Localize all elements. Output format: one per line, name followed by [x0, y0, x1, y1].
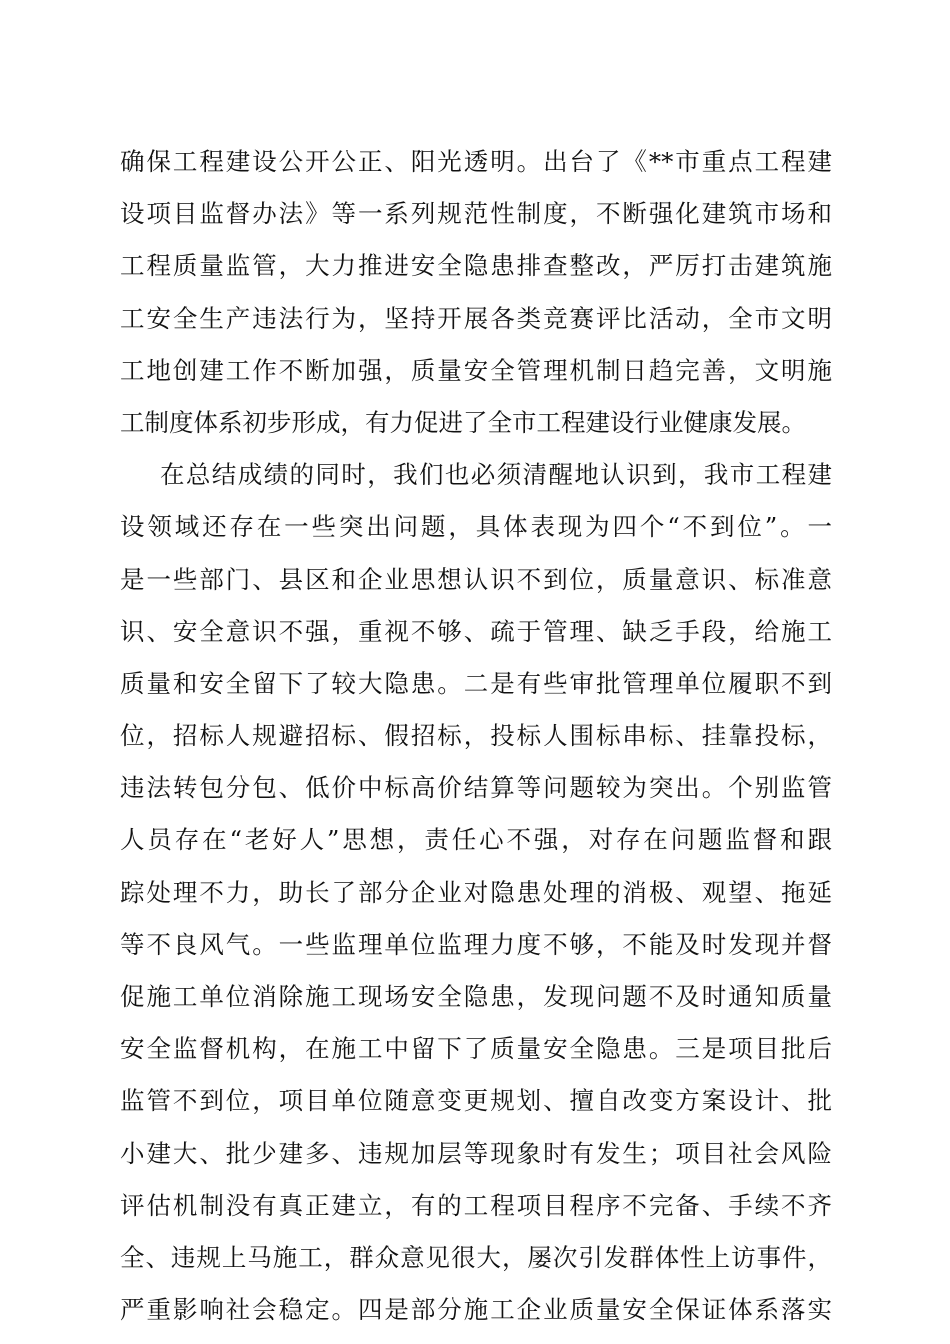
- document-body: [120, 136, 832, 1336]
- text-line: 促施工单位消除施工现场安全隐患，发现问题不及时通知质量: [120, 982, 832, 1011]
- text-line: 安全监督机构，在施工中留下了质量安全隐患。三是项目批后: [120, 1034, 832, 1064]
- text-line: 质量和安全留下了较大隐患。二是有些审批管理单位履职不到: [120, 668, 832, 698]
- text-line: 小建大、批少建多、违规加层等现象时有发生；项目社会风险: [120, 1138, 832, 1168]
- text-line: 设领域还存在一些突出问题，具体表现为四个“不到位”。一: [120, 512, 832, 542]
- text-line: 工地创建工作不断加强，质量安全管理机制日趋完善，文明施: [120, 355, 832, 385]
- text-line: 设项目监督办法》等一系列规范性制度，不断强化建筑市场和: [120, 199, 832, 229]
- text-line: 工制度体系初步形成，有力促进了全市工程建设行业健康发展。: [120, 407, 806, 437]
- text-line: 是一些部门、县区和企业思想认识不到位，质量意识、标准意: [120, 564, 832, 594]
- text-line: 工安全生产违法行为，坚持开展各类竞赛评比活动，全市文明: [120, 303, 832, 333]
- text-line: 全、违规上马施工，群众意见很大，屡次引发群体性上访事件，: [120, 1242, 832, 1272]
- text-line: 识、安全意识不强，重视不够、疏于管理、缺乏手段，给施工: [120, 616, 832, 646]
- text-line: 违法转包分包、低价中标高价结算等问题较为突出。个别监管: [120, 773, 832, 803]
- text-line: 严重影响社会稳定。四是部分施工企业质量安全保证体系落实: [120, 1295, 832, 1325]
- text-line: 评估机制没有真正建立，有的工程项目程序不完备、手续不齐: [120, 1190, 832, 1220]
- text-line: 等不良风气。一些监理单位监理力度不够，不能及时发现并督: [120, 929, 832, 959]
- text-line: 工程质量监管，大力推进安全隐患排查整改，严厉打击建筑施: [120, 251, 832, 281]
- text-line: 监管不到位，项目单位随意变更规划、擅自改变方案设计、批: [120, 1086, 832, 1116]
- text-line: 人员存在“老好人”思想，责任心不强，对存在问题监督和跟: [120, 825, 832, 855]
- text-line: 确保工程建设公开公正、阳光透明。出台了《**市重点工程建: [120, 147, 832, 176]
- text-line: 在总结成绩的同时，我们也必须清醒地认识到，我市工程建: [160, 460, 832, 490]
- text-line: 位，招标人规避招标、假招标，投标人围标串标、挂靠投标，: [120, 721, 832, 751]
- text-line: 踪处理不力，助长了部分企业对隐患处理的消极、观望、拖延: [120, 877, 832, 907]
